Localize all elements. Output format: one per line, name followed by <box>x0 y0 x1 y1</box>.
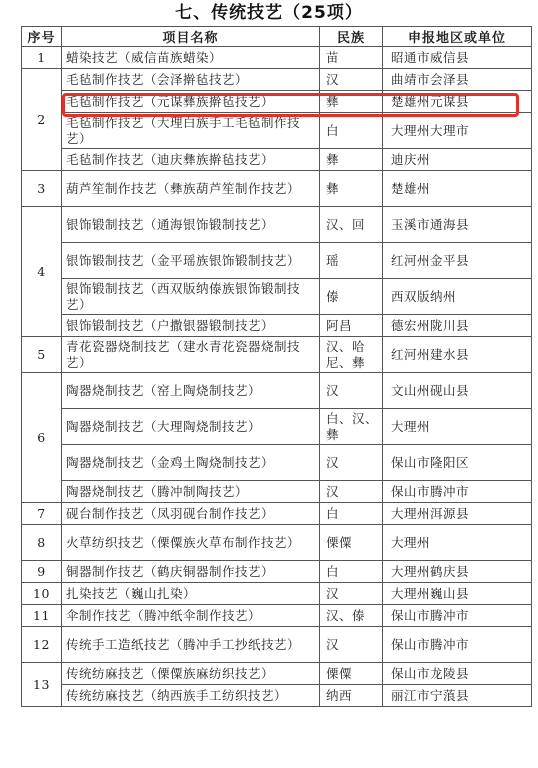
cell-ethnic: 苗 <box>320 47 383 69</box>
cell-area: 德宏州陇川县 <box>383 315 532 337</box>
table-row <box>22 481 532 503</box>
cell-name: 传统纺麻技艺（傈僳族麻纺织技艺） <box>62 663 320 685</box>
table-row <box>22 243 532 279</box>
cell-area: 保山市腾冲市 <box>383 481 532 503</box>
cell-area: 楚雄州元谋县 <box>383 91 532 113</box>
cell-name: 银饰锻制技艺（西双版纳傣族银饰锻制技艺） <box>62 279 320 315</box>
table-row <box>22 627 532 663</box>
cell-area: 大理州洱源县 <box>383 503 532 525</box>
table-header-row <box>22 27 532 47</box>
highlight-box <box>62 93 519 117</box>
cell-ethnic: 汉、哈尼、彝 <box>320 337 383 373</box>
header-area: 申报地区或单位 <box>383 27 532 47</box>
cell-ethnic: 彝 <box>320 91 383 113</box>
cell-seq: 1 <box>22 47 62 69</box>
cell-name: 毛毡制作技艺（会泽擀毡技艺） <box>62 69 320 91</box>
table-row <box>22 445 532 481</box>
cell-seq: 8 <box>22 525 62 561</box>
cell-area: 文山州砚山县 <box>383 373 532 409</box>
cell-name: 银饰锻制技艺（通海银饰锻制技艺） <box>62 207 320 243</box>
table-row <box>22 113 532 149</box>
header-name: 项目名称 <box>62 27 320 47</box>
cell-name: 毛毡制作技艺（元谋彝族擀毡技艺） <box>62 91 320 113</box>
cell-name: 铜器制作技艺（鹤庆铜器制作技艺） <box>62 561 320 583</box>
cell-area: 昭通市威信县 <box>383 47 532 69</box>
table-row <box>22 685 532 707</box>
cell-ethnic: 白、汉、彝 <box>320 409 383 445</box>
cell-ethnic: 汉、回 <box>320 207 383 243</box>
cell-name: 传统纺麻技艺（纳西族手工纺织技艺） <box>62 685 320 707</box>
cell-ethnic: 汉、傣 <box>320 605 383 627</box>
table-row <box>22 663 532 685</box>
cell-name: 陶器烧制技艺（大理陶烧制技艺） <box>62 409 320 445</box>
table-row <box>22 583 532 605</box>
cell-name: 陶器烧制技艺（窑上陶烧制技艺） <box>62 373 320 409</box>
heritage-table <box>21 26 532 707</box>
cell-ethnic: 汉 <box>320 69 383 91</box>
cell-name: 陶器烧制技艺（金鸡土陶烧制技艺） <box>62 445 320 481</box>
cell-area: 保山市龙陵县 <box>383 663 532 685</box>
cell-area: 保山市腾冲市 <box>383 605 532 627</box>
table-row <box>22 69 532 91</box>
cell-ethnic: 瑶 <box>320 243 383 279</box>
table-row <box>22 337 532 373</box>
cell-name: 青花瓷器烧制技艺（建水青花瓷器烧制技艺） <box>62 337 320 373</box>
table-row <box>22 279 532 315</box>
cell-name: 银饰锻制技艺（金平瑶族银饰锻制技艺） <box>62 243 320 279</box>
cell-area: 大理州大理市 <box>383 113 532 149</box>
cell-ethnic: 汉 <box>320 445 383 481</box>
cell-seq: 3 <box>22 171 62 207</box>
table-row <box>22 561 532 583</box>
cell-area: 大理州 <box>383 409 532 445</box>
cell-ethnic: 汉 <box>320 627 383 663</box>
cell-area: 保山市隆阳区 <box>383 445 532 481</box>
table-row <box>22 605 532 627</box>
cell-area: 迪庆州 <box>383 149 532 171</box>
cell-name: 传统手工造纸技艺（腾冲手工抄纸技艺） <box>62 627 320 663</box>
cell-ethnic: 彝 <box>320 171 383 207</box>
cell-name: 毛毡制作技艺（迪庆彝族擀毡技艺） <box>62 149 320 171</box>
cell-seq: 10 <box>22 583 62 605</box>
table-row <box>22 171 532 207</box>
cell-name: 葫芦笙制作技艺（彝族葫芦笙制作技艺） <box>62 171 320 207</box>
cell-name: 蜡染技艺（威信苗族蜡染） <box>62 47 320 69</box>
cell-name: 银饰锻制技艺（户撒银器锻制技艺） <box>62 315 320 337</box>
table-row <box>22 315 532 337</box>
cell-ethnic: 白 <box>320 561 383 583</box>
cell-ethnic: 汉 <box>320 481 383 503</box>
header-ethnic: 民族 <box>320 27 383 47</box>
cell-ethnic: 白 <box>320 113 383 149</box>
cell-seq: 5 <box>22 337 62 373</box>
cell-name: 伞制作技艺（腾冲纸伞制作技艺） <box>62 605 320 627</box>
cell-area: 大理州鹤庆县 <box>383 561 532 583</box>
cell-ethnic: 傈僳 <box>320 663 383 685</box>
table-row <box>22 373 532 409</box>
cell-area: 楚雄州 <box>383 171 532 207</box>
cell-ethnic: 汉 <box>320 373 383 409</box>
table-row <box>22 409 532 445</box>
cell-ethnic: 傈僳 <box>320 525 383 561</box>
header-seq: 序号 <box>22 27 62 47</box>
cell-ethnic: 汉 <box>320 583 383 605</box>
cell-ethnic: 阿昌 <box>320 315 383 337</box>
cell-seq: 12 <box>22 627 62 663</box>
cell-name: 砚台制作技艺（凤羽砚台制作技艺） <box>62 503 320 525</box>
cell-ethnic: 傣 <box>320 279 383 315</box>
cell-name: 扎染技艺（巍山扎染） <box>62 583 320 605</box>
table-row <box>22 149 532 171</box>
table-row <box>22 525 532 561</box>
cell-seq: 9 <box>22 561 62 583</box>
table-row <box>22 207 532 243</box>
cell-area: 曲靖市会泽县 <box>383 69 532 91</box>
cell-area: 玉溪市通海县 <box>383 207 532 243</box>
cell-seq: 13 <box>22 663 62 707</box>
cell-seq: 7 <box>22 503 62 525</box>
cell-area: 红河州金平县 <box>383 243 532 279</box>
cell-ethnic: 纳西 <box>320 685 383 707</box>
cell-area: 西双版纳州 <box>383 279 532 315</box>
cell-area: 红河州建水县 <box>383 337 532 373</box>
cell-name: 火草纺织技艺（傈僳族火草布制作技艺） <box>62 525 320 561</box>
cell-ethnic: 白 <box>320 503 383 525</box>
table-body <box>22 47 532 707</box>
cell-seq: 4 <box>22 207 62 337</box>
page-title: 七、传统技艺（25项） <box>175 3 363 23</box>
cell-seq: 6 <box>22 373 62 503</box>
table-row <box>22 47 532 69</box>
table-row <box>22 503 532 525</box>
cell-area: 保山市腾冲市 <box>383 627 532 663</box>
cell-area: 丽江市宁蒗县 <box>383 685 532 707</box>
cell-seq: 11 <box>22 605 62 627</box>
cell-area: 大理州 <box>383 525 532 561</box>
cell-ethnic: 彝 <box>320 149 383 171</box>
cell-seq: 2 <box>22 69 62 171</box>
cell-name: 毛毡制作技艺（大理白族手工毛毡制作技艺） <box>62 113 320 149</box>
cell-name: 陶器烧制技艺（腾冲制陶技艺） <box>62 481 320 503</box>
cell-area: 大理州巍山县 <box>383 583 532 605</box>
